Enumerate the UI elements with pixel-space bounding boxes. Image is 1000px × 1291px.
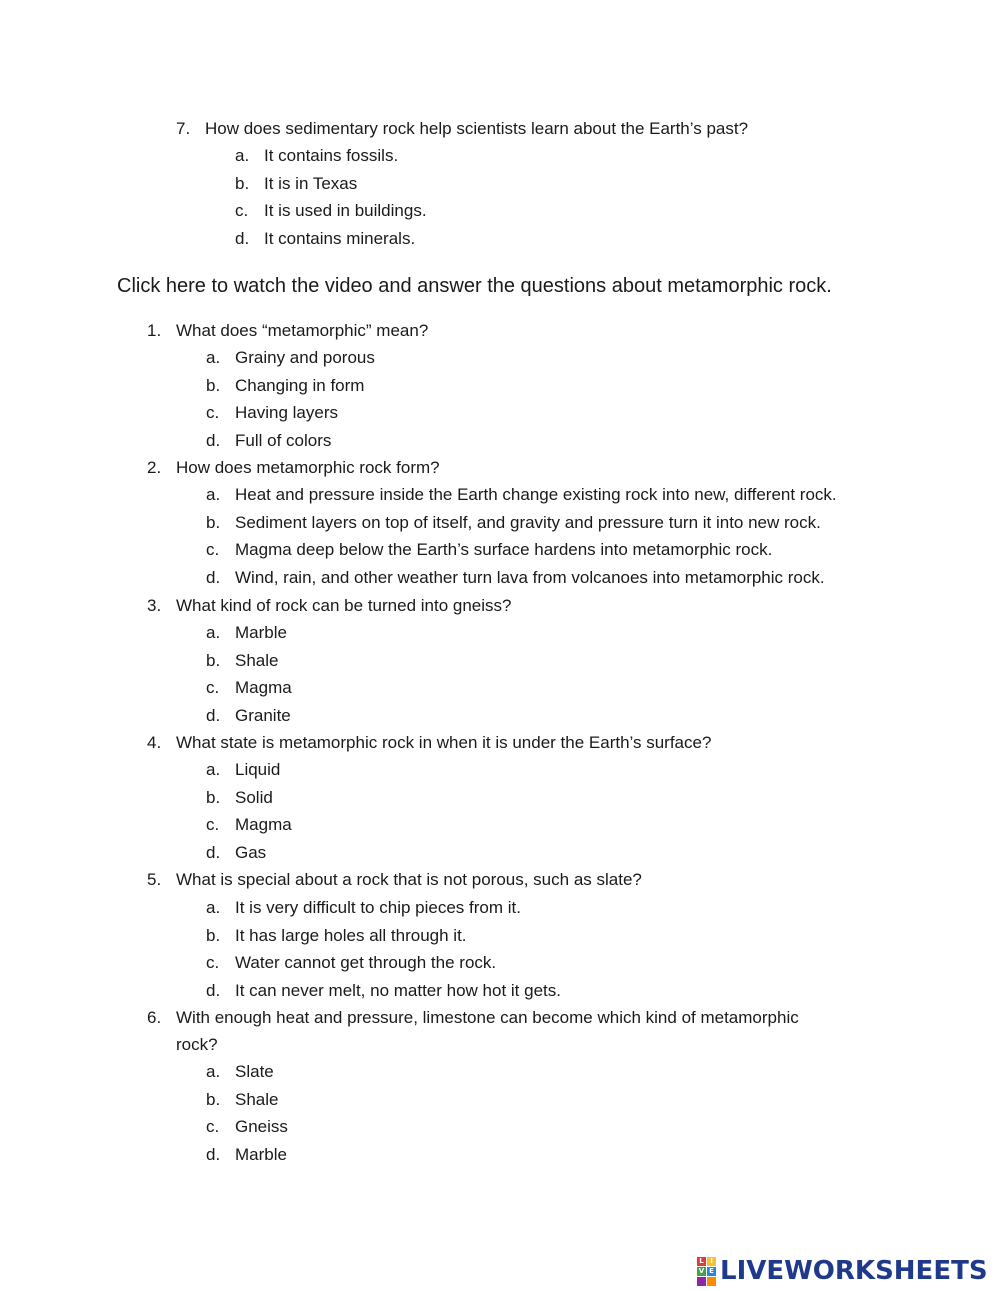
option-text: It can never melt, no matter how hot it gets. <box>235 981 561 1000</box>
option-letter: a. <box>206 1062 221 1081</box>
option-text: Gneiss <box>235 1117 288 1136</box>
option-text: Magma <box>235 815 292 834</box>
option-text: It has large holes all through it. <box>235 926 467 945</box>
option-letter: d. <box>206 843 221 862</box>
option-letter: b. <box>206 376 221 395</box>
option-text: Magma <box>235 678 292 697</box>
question-text: How does sedimentary rock help scientists learn about the Earth’s past? <box>205 119 749 138</box>
option-text: Gas <box>235 843 267 862</box>
question-text: With enough heat and pressure, limestone can become which kind of metamorphic <box>176 1008 799 1027</box>
option-text: It is in Texas <box>264 174 358 193</box>
option-letter: c. <box>206 403 220 422</box>
option-text: Marble <box>235 623 287 642</box>
option-letter: d. <box>206 568 221 587</box>
option-letter: d. <box>235 229 250 248</box>
option-letter: d. <box>206 431 221 450</box>
option-text: Liquid <box>235 760 281 779</box>
option-letter: b. <box>206 788 221 807</box>
question-number: 4. <box>147 733 162 752</box>
question-number: 2. <box>147 458 162 477</box>
logo-mark-tile <box>707 1277 716 1286</box>
option-letter: b. <box>235 174 250 193</box>
option-letter: c. <box>206 953 220 972</box>
option-text: It contains fossils. <box>264 146 399 165</box>
option-letter: a. <box>206 623 221 642</box>
option-letter: d. <box>206 706 221 725</box>
logo-mark-tile: V <box>698 1266 705 1275</box>
logo-mark-tile: E <box>707 1267 716 1276</box>
question-text: What state is metamorphic rock in when it is under the Earth’s surface? <box>176 733 712 752</box>
question-number: 7. <box>176 119 191 138</box>
option-text: Solid <box>235 788 273 807</box>
option-letter: a. <box>206 898 221 917</box>
option-text: Sediment layers on top of itself, and gravity and pressure turn it into new rock. <box>235 513 821 532</box>
option-text: Wind, rain, and other weather turn lava from volcanoes into metamorphic rock. <box>235 568 825 587</box>
option-text: Granite <box>235 706 291 725</box>
option-letter: b. <box>206 926 221 945</box>
option-letter: a. <box>206 760 221 779</box>
liveworksheets-logo <box>697 1257 988 1285</box>
question-text: What kind of rock can be turned into gneiss? <box>176 596 512 615</box>
option-text: Slate <box>235 1062 274 1081</box>
question-number: 6. <box>147 1008 162 1027</box>
option-letter: c. <box>206 678 220 697</box>
option-letter: c. <box>206 815 220 834</box>
logo-mark-tile: L <box>697 1257 706 1266</box>
question-number: 5. <box>147 870 162 889</box>
option-letter: c. <box>206 1117 220 1136</box>
option-text: Marble <box>235 1145 287 1164</box>
option-text: It is very difficult to chip pieces from it. <box>235 898 521 917</box>
option-letter: d. <box>206 981 221 1000</box>
option-text: Water cannot get through the rock. <box>235 953 497 972</box>
option-letter: a. <box>235 146 250 165</box>
question-text-continued: rock? <box>176 1035 218 1054</box>
option-letter: b. <box>206 1090 221 1109</box>
logo-mark-tile <box>697 1277 706 1286</box>
question-text: What does “metamorphic” mean? <box>176 321 429 340</box>
option-text: Shale <box>235 1090 279 1109</box>
logo-text: LIVEWORKSHEETS <box>720 1256 988 1286</box>
logo-mark-icon <box>697 1257 716 1286</box>
question-number: 3. <box>147 596 162 615</box>
option-text: Heat and pressure inside the Earth change existing rock into new, different rock. <box>235 485 837 504</box>
option-text: It contains minerals. <box>264 229 416 248</box>
question-text: What is special about a rock that is not porous, such as slate? <box>176 870 642 889</box>
logo-mark-tile: I <box>707 1257 716 1266</box>
question-number: 1. <box>147 321 162 340</box>
option-text: Grainy and porous <box>235 348 375 367</box>
option-text: It is used in buildings. <box>264 201 427 220</box>
option-letter: a. <box>206 485 221 504</box>
option-text: Shale <box>235 651 279 670</box>
option-text: Magma deep below the Earth’s surface hardens into metamorphic rock. <box>235 540 773 559</box>
option-letter: a. <box>206 348 221 367</box>
option-text: Changing in form <box>235 376 365 395</box>
option-letter: b. <box>206 651 221 670</box>
video-link[interactable]: Click here to watch the video and answer the questions about metamorphic rock. <box>117 275 832 297</box>
option-letter: c. <box>206 540 220 559</box>
option-letter: b. <box>206 513 221 532</box>
option-letter: c. <box>235 201 249 220</box>
option-text: Having layers <box>235 403 338 422</box>
option-letter: d. <box>206 1145 221 1164</box>
question-text: How does metamorphic rock form? <box>176 458 440 477</box>
option-text: Full of colors <box>235 431 332 450</box>
